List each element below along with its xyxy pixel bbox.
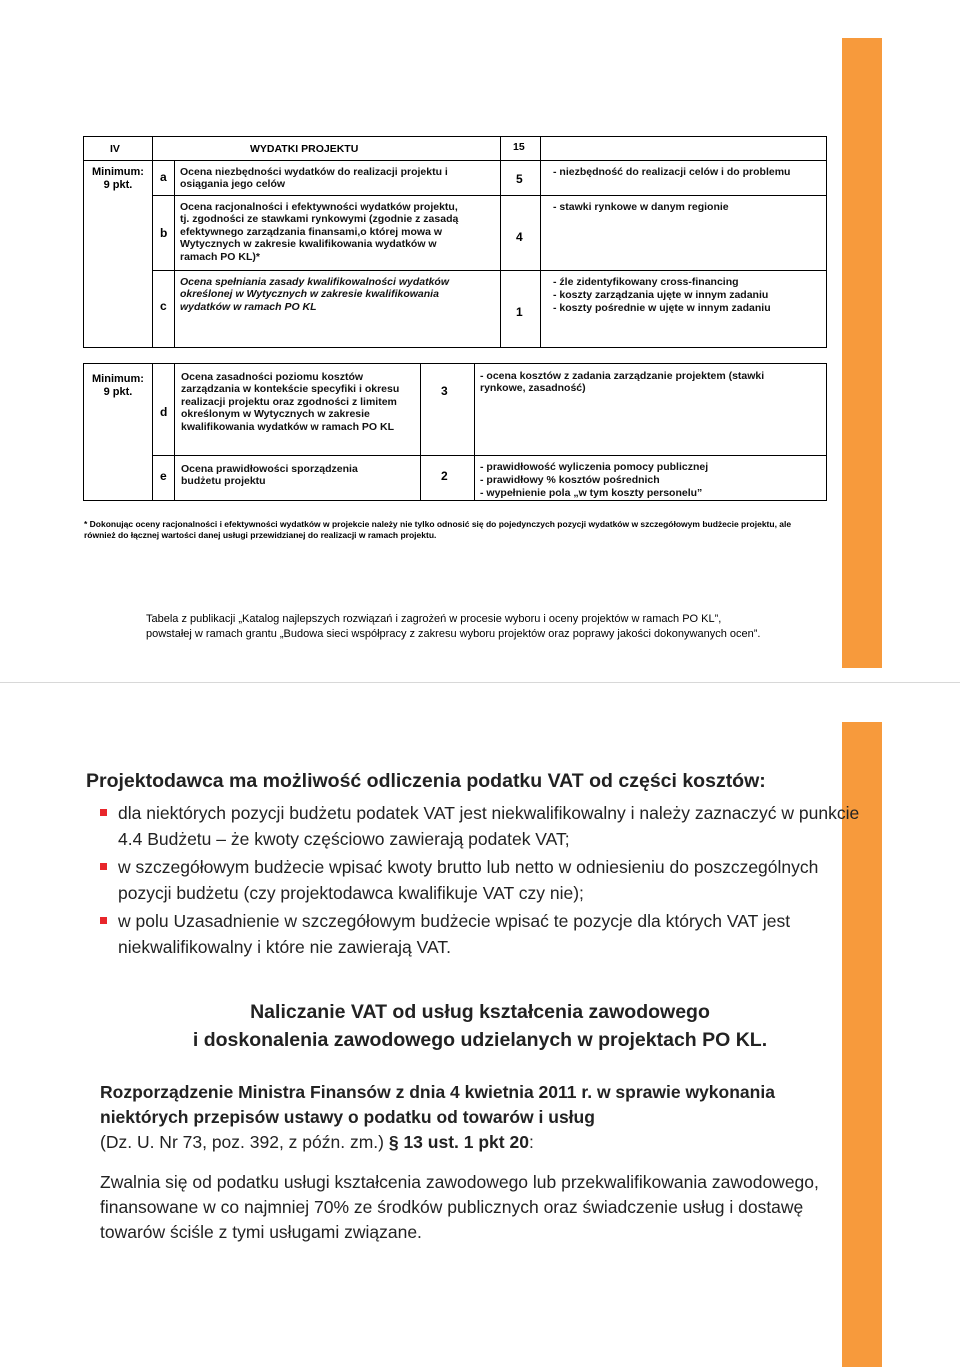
table-border [474, 363, 475, 500]
row-criterion: Ocena niezbędności wydatków do realizacji projektu i osiągania jego celów [180, 166, 448, 191]
row-letter: a [160, 170, 167, 184]
bullet-square-icon [100, 917, 107, 924]
table-border [420, 363, 421, 500]
row-comment-line: - koszty pośrednie w ujęte w innym zadaniu [553, 302, 771, 314]
regulation-colon: : [528, 1132, 534, 1152]
row-comment: - stawki rynkowe w danym regionie [553, 201, 729, 213]
row-points: 1 [516, 305, 523, 319]
row-letter: e [160, 469, 167, 483]
table-border [83, 347, 827, 348]
bullet-text: w szczegółowym budżecie wpisać kwoty brutto lub netto w odniesieniu do poszczególnych pozycji budżetu (czy projektodawca kwalifikuje VAT czy nie); [118, 857, 819, 903]
table-header-points: 15 [513, 141, 525, 153]
row-comment: - niezbędność do realizacji celów i do problemu [553, 166, 791, 178]
bullet-item [100, 800, 860, 852]
bullet-text: dla niektórych pozycji budżetu podatek VAT jest niekwalifikowalny i należy zaznaczyć w punkcie 4.4 Budżetu – że kwoty częściowo zawierają podatek VAT; [118, 803, 860, 849]
row-points: 2 [441, 469, 448, 483]
table-border [152, 195, 827, 196]
page-divider [0, 682, 960, 683]
row-comment-line: - źle zidentyfikowany cross-financing [553, 276, 739, 288]
row-points: 5 [516, 172, 523, 186]
minimum-label: Minimum: 9 pkt. [92, 373, 144, 398]
table-border [152, 270, 827, 271]
bullet-square-icon [100, 809, 107, 816]
table-border [83, 136, 827, 137]
table-border [83, 363, 84, 500]
table-border [152, 455, 827, 456]
exemption-text: Zwalnia się od podatku usługi kształcenia zawodowego lub przekwalifikowania zawodowego, finansowane w co najmniej 70% ze środków publicznych oraz świadczenie usług i dostawę towarów ściśle z tymi usługami związane. [100, 1172, 819, 1242]
table-border [826, 136, 827, 347]
row-letter: b [160, 226, 168, 240]
table-border [500, 136, 501, 347]
regulation-title: Rozporządzenie Ministra Finansów z dnia 4 kwietnia 2011 r. w sprawie wykonania niektórych przepisów ustawy o podatku od towarów i usług [100, 1082, 775, 1127]
bullet-text: w polu Uzasadnienie w szczegółowym budżecie wpisać te pozycje dla których VAT jest niekwalifikowalny i które nie zawierają VAT. [118, 911, 791, 957]
table-border [174, 160, 175, 347]
row-comment: - ocena kosztów z zadania zarządzanie projektem (stawki rynkowe, zasadność) [480, 370, 765, 395]
row-letter: d [160, 405, 168, 419]
bullet-square-icon [100, 863, 107, 870]
accent-bar-top [842, 38, 882, 668]
slide-heading: Projektodawca ma możliwość odliczenia podatku VAT od części kosztów: [86, 770, 766, 792]
table-caption [146, 612, 866, 642]
row-criterion: Ocena prawidłowości sporządzenia budżetu projektu [181, 463, 358, 488]
row-criterion: Ocena spełniania zasady kwalifikowalności wydatków określonej w Wytycznych w zakresie kwalifikowania wydatków w ramach PO KL [180, 276, 450, 313]
regulation-reference: (Dz. U. Nr 73, poz. 392, z późn. zm.) [100, 1132, 384, 1152]
section-subtitle-line: i doskonalenia zawodowego udzielanych w projektach PO KL. [192, 1029, 768, 1051]
row-comment-line: - wypełnienie pola „w tym koszty personelu” [480, 487, 703, 499]
row-comment-line: - prawidłowość wyliczenia pomocy publicznej [480, 461, 709, 473]
table-border [83, 136, 84, 347]
table-footnote: * Dokonując oceny racjonalności i efektywności wydatków w projekcie należy nie tylko odnosić się do pojedynczych pozycji wydatków w szczegółowym budżecie projektu, ale również do łącznej wartości danej usługi przewidzianej do realizacji w ramach projektu. [84, 519, 792, 540]
bullet-list [100, 800, 860, 962]
row-comment-line: - koszty zarządzania ujęte w innym zadaniu [553, 289, 769, 301]
table-border [83, 500, 827, 501]
row-letter: c [160, 299, 167, 313]
row-points: 4 [516, 230, 523, 244]
regulation-section: § 13 ust. 1 pkt 20 [388, 1132, 529, 1152]
table-header-title: WYDATKI PROJEKTU [250, 143, 359, 155]
section-subtitle-line: Naliczanie VAT od usług kształcenia zawodowego [250, 1001, 710, 1023]
caption-line: powstałej w ramach grantu „Budowa sieci współpracy z zakresu wyboru projektów oraz poprawy jakości dokonywanych ocen”. [146, 628, 761, 640]
row-criterion: Ocena racjonalności i efektywności wydatków projektu, tj. zgodności ze stawkami rynkowymi (zgodnie z zasadą efektywnego zarządzania finansami,o której mowa w Wytycznych w zakresie kwalifikowania wydatków w ramach PO KL)* [180, 201, 459, 263]
caption-line: Tabela z publikacji „Katalog najlepszych rozwiązań i zagrożeń w procesie wyboru i oceny projektów w ramach PO KL”, [146, 613, 722, 625]
table-border [826, 363, 827, 500]
table-border [83, 363, 827, 364]
table-border [152, 363, 153, 500]
table-border [83, 160, 827, 161]
row-points: 3 [441, 384, 448, 398]
table-border [540, 136, 541, 347]
table-border [174, 363, 175, 500]
minimum-label: Minimum: 9 pkt. [92, 166, 144, 191]
regulation-citation [100, 1080, 860, 1155]
table-roman-numeral: IV [110, 143, 120, 155]
row-criterion: Ocena zasadności poziomu kosztów zarządzania w kontekście specyfiki i okresu realizacji projektu oraz zgodności z limitem określonym w Wytycznych w zakresie kwalifikowania wydatków w ramach PO KL [181, 371, 400, 433]
table-border [152, 136, 153, 347]
row-comment-line: - prawidłowy % kosztów pośrednich [480, 474, 660, 486]
bullet-item [100, 854, 860, 906]
bullet-item [100, 908, 860, 960]
